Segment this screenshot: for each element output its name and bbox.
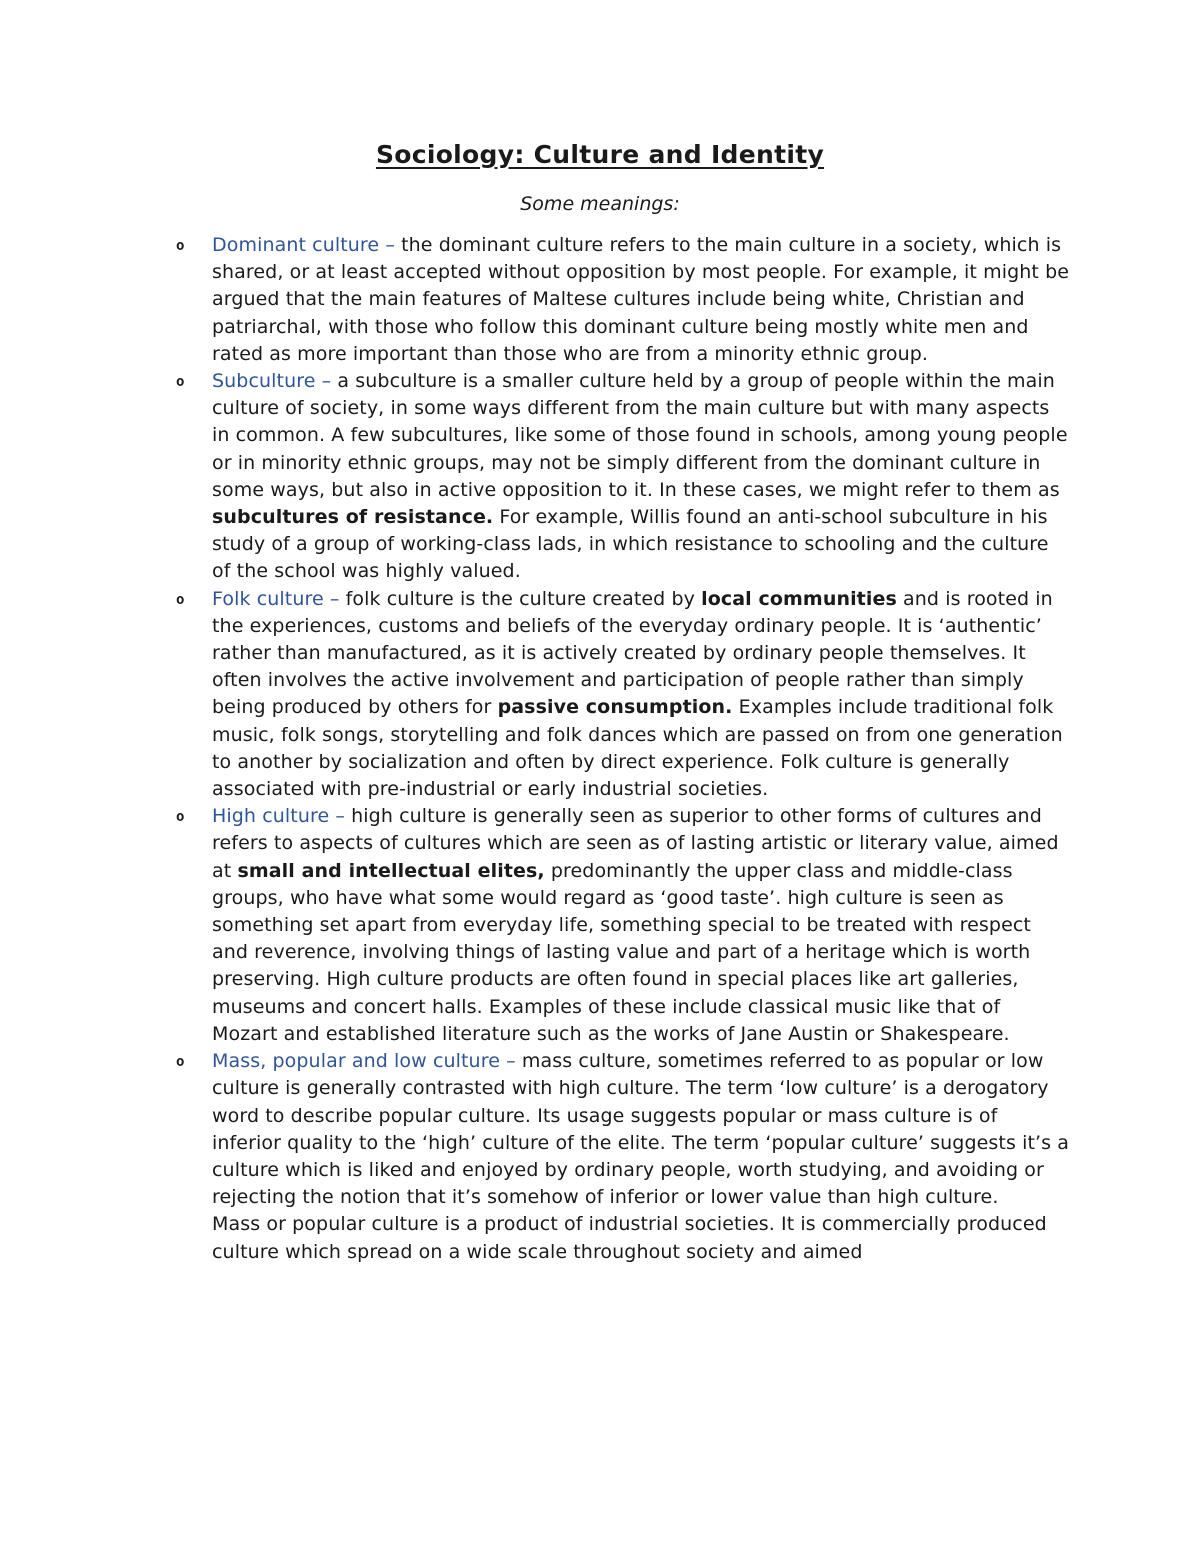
- definition-text: For example, Willis found an anti-school subculture in his study of a group of working-class lads, in which resistance to schooling and the culture of the school was highly valued.: [212, 506, 1049, 583]
- term-label: Subculture –: [212, 370, 332, 393]
- bold-phrase: passive consumption.: [497, 696, 733, 719]
- bullet-icon: o: [176, 809, 185, 826]
- page-title: Sociology: Culture and Identity: [375, 140, 825, 169]
- definition-text: folk culture is the culture created by: [339, 587, 702, 610]
- page-subtitle: Some meanings:: [520, 193, 680, 215]
- bullet-icon: o: [176, 591, 185, 608]
- definition-text: and is rooted in the experiences, customs and beliefs of the everyday ordinary people. It is ‘authentic’ rather than manufactured, as it is actively created by ordinary people themselves. It often involves the active involvement and participation of people rather than simply being produced by others for: [212, 587, 1053, 719]
- definition-text: predominantly the upper class and middle-class groups, who have what some would regard as ‘good taste’. high culture is seen as something set apart from everyday life, something special to be treated with respect and reverence, involving things of lasting value and part of a heritage which is worth preserving. High culture products are often found in special places like art galleries, museums and concert halls. Examples of these include classical music like that of Mozart and established literature such as the works of Jane Austin or Shakespeare.: [212, 859, 1031, 1045]
- list-item-mass-culture: [170, 1048, 1070, 1266]
- term-label: High culture –: [212, 805, 345, 828]
- list-item-high-culture: [170, 803, 1070, 1048]
- definition-text: a subculture is a smaller culture held by a group of people within the main culture of society, in some ways different from the main culture but with many aspects in common. A few subcultures, like some of those found in schools, among young people or in minority ethnic groups, may not be simply different from the dominant culture in some ways, but also in active opposition to it. In these cases, we might refer to them as: [212, 370, 1068, 501]
- bullet-icon: o: [176, 238, 185, 254]
- definitions-list: [170, 232, 1070, 1266]
- term-label: Mass, popular and low culture –: [212, 1050, 516, 1073]
- term-label: Folk culture –: [212, 587, 340, 610]
- definition-text: the dominant culture refers to the main culture in a society, which is shared, or at least accepted without opposition by most people. For example, it might be argued that the main features of Maltese cultures include being white, Christian and patriarchal, with those who follow this dominant culture being mostly white men and rated as more important than those who are from a minority ethnic group.: [212, 234, 1070, 365]
- definition-text: high culture is generally seen as superior to other forms of cultures and refers to aspects of cultures which are seen as of lasting artistic or literary value, aimed at: [212, 805, 1059, 882]
- definition-text: Examples include traditional folk music, folk songs, storytelling and folk dances which are passed on from one generation to another by socialization and often by direct experience. Folk culture is generally associated with pre-industrial or early industrial societies.: [212, 696, 1063, 801]
- definition-text: mass culture, sometimes referred to as popular or low culture is generally contrasted with high culture. The term ‘low culture’ is a derogatory word to describe popular culture. Its usage suggests popular or mass culture is of inferior quality to the ‘high’ culture of the elite. The term ‘popular culture’ suggests it’s a culture which is liked and enjoyed by ordinary people, worth studying, and avoiding or rejecting the notion that it’s somehow of inferior or lower value than high culture.: [212, 1050, 1070, 1209]
- list-item-subculture: [170, 368, 1070, 586]
- definition-paragraph: Mass or popular culture is a product of industrial societies. It is commercially produced culture which spread on a wide scale throughout society and aimed: [212, 1213, 1047, 1263]
- term-label: Dominant culture –: [212, 234, 395, 256]
- list-item-dominant-culture: [170, 232, 1070, 368]
- bold-phrase: small and intellectual elites,: [237, 859, 545, 882]
- bold-phrase: local communities: [701, 587, 897, 610]
- bullet-icon: o: [176, 1054, 185, 1071]
- bold-phrase: subcultures of resistance.: [212, 506, 494, 529]
- bullet-icon: o: [176, 374, 185, 391]
- list-item-folk-culture: [170, 586, 1070, 804]
